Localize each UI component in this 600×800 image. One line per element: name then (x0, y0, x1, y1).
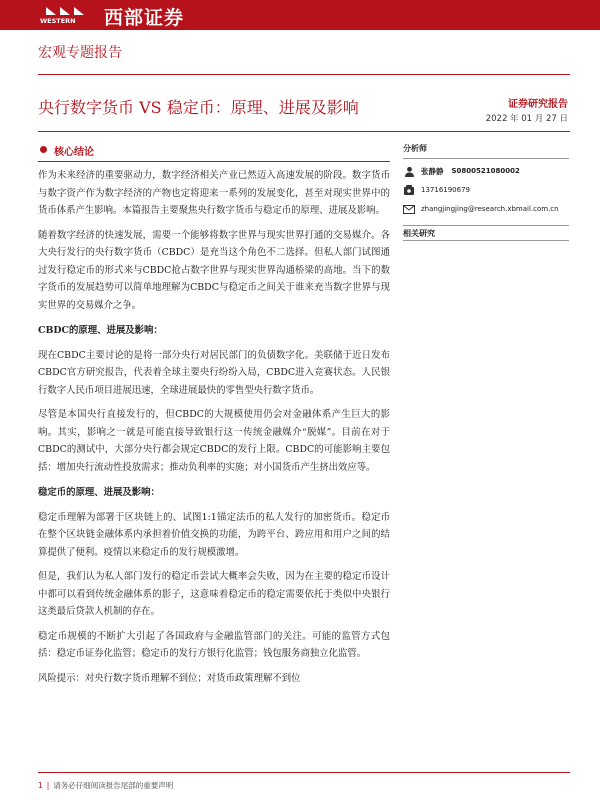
paragraph: 尽管是本国央行直接发行的，但CBDC的大规模使用仍会对金融体系产生巨大的影响。其实，影响之一就是可能直接导致银行这一传统金融媒介“脱媒”。目前在对于CBDC的测试中，大部分央行都会规定CBDC的发行上限。CBDC的可能影响主要包括：增加央行流动性投放需求；推动负利率的实施；对小国货币产生挤出效应等。 (38, 409, 390, 473)
paragraph: 现在CBDC主要讨论的是将一部分央行对居民部门的负债数字化。美联储于近日发布CBDC官方研究报告，代表着全球主要央行纷纷入局，CBDC进入竞赛状态。人民银行数字人民币项目进展迅速，全球进展最快的零售型央行数字货币。 (38, 349, 390, 396)
core-section-header (38, 141, 390, 162)
phone-icon (403, 184, 415, 196)
cbdc-heading: CBDC的原理、进展及影响： (38, 325, 163, 336)
email-icon (403, 203, 415, 215)
email-row (403, 202, 569, 216)
report-title: 央行数字货币 VS 稳定币：原理、进展及影响 (38, 98, 359, 117)
report-date: 2022 年 01 月 27 日 (485, 114, 568, 124)
report-type: 宏观专题报告 (38, 45, 122, 61)
report-category: 证券研究报告 (508, 99, 568, 110)
logo-text: WESTERN (40, 17, 76, 25)
analyst-cert: S0800521080002 (451, 167, 520, 175)
analyst-sidebar (403, 141, 569, 241)
stable-heading: 稳定币的原理、进展及影响： (38, 487, 160, 498)
brand-header (0, 0, 600, 30)
header-rule (38, 74, 570, 75)
analyst-row (403, 164, 569, 178)
paragraph: 稳定币理解为部署于区块链上的、试图1:1锚定法币的私人发行的加密货币。稳定币在整个区块链金融体系内承担着价值交换的功能，为跨平台、跨应用和用户之间的结算提供了便利。疫情以来稳定币的发行规模激增。 (38, 511, 390, 558)
title-rule (38, 131, 570, 132)
analyst-label: 分析师 (403, 141, 569, 159)
western-logo (38, 4, 100, 26)
paragraph: 随着数字经济的快速发展，需要一个能够将数字世界与现实世界打通的交易媒介。各大央行发行的央行数字货币（CBDC）是充当这个角色不二选择。但私人部门试图通过发行稳定币的形式来与CBDC抢占数字世界与现实世界沟通桥梁的高地。当下的数字货币的发展趋势可以简单地理解为CBDC与稳定币之间关于谁来充当数字世界与现实世界的交易媒介之争。 (38, 229, 390, 311)
core-label: 核心结论 (54, 147, 94, 158)
page-number: 1 (38, 781, 43, 790)
footer-rule (38, 772, 570, 773)
brand-name: 西部证券 (104, 7, 185, 29)
footer (38, 780, 173, 791)
phone-number: 13716190679 (421, 186, 470, 194)
person-icon (403, 165, 415, 177)
email-address[interactable]: zhangjingjing@research.xbmail.com.cn (421, 205, 559, 213)
analyst-name: 张静静 (421, 166, 444, 176)
main-content (38, 167, 390, 687)
footer-note: 请务必仔细阅读报告尾部的重要声明 (53, 781, 174, 790)
footer-separator: | (46, 781, 50, 790)
paragraph: 稳定币规模的不断扩大引起了各国政府与金融监管部门的关注。可能的监管方式包括：稳定币证券化监管；稳定币的发行方银行化监管；钱包服务商独立化监管。 (38, 630, 390, 659)
paragraph: 作为未来经济的重要驱动力，数字经济相关产业已然迈入高速发展的阶段。数字货币与数字资产作为数字经济的产物也定将迎来一系列的发展变化，甚至对现实世界中的货币体系产生影响。本篇报告主要聚焦央行数字货币与稳定币的原理、进展及影响。 (38, 170, 390, 216)
bullet-icon (40, 146, 47, 153)
paragraph: 但是，我们认为私人部门发行的稳定币尝试大概率会失败，因为在主要的稳定币设计中都可以看到传统金融体系的影子，这意味着稳定币的稳定需要依托于类似中央银行这类最后贷款人机制的存在。 (38, 571, 390, 617)
phone-row (403, 183, 569, 197)
related-research-label: 相关研究 (403, 225, 569, 241)
risk-note: 风险提示：对央行数字货币理解不到位；对货币政策理解不到位 (38, 672, 301, 684)
